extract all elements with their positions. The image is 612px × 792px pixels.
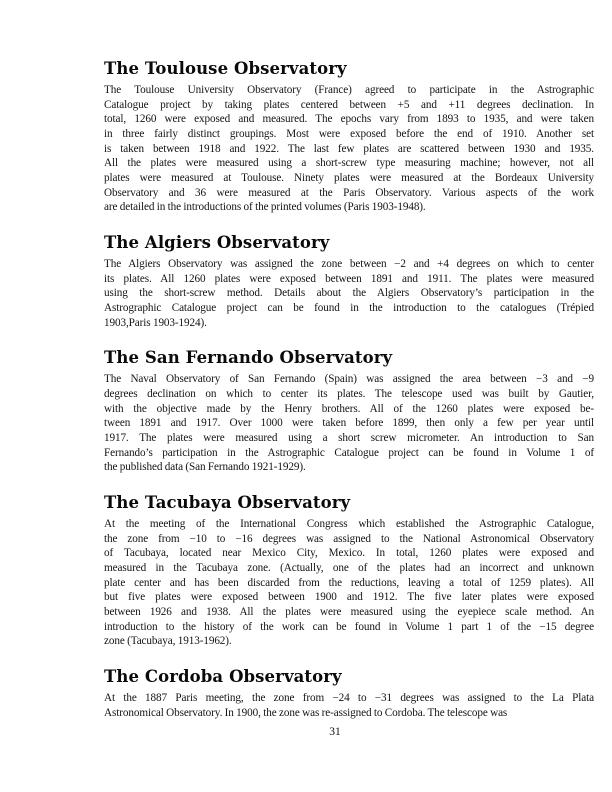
observatory-section <box>104 60 594 215</box>
text-line: The Naval Observatory of San Fernando (Spain) was assigned the area between −3 and −9 <box>104 373 594 386</box>
sections-container <box>104 60 594 721</box>
paragraph <box>104 257 594 330</box>
text-line: total, 1260 were exposed and measured. The epochs vary from 1893 to 1935, and were taken <box>104 113 594 126</box>
text-line: Astrographic Catalogue project can be found in the introduction to the catalogues (Trépied <box>104 302 594 315</box>
section-heading: The San Fernando Observatory <box>104 348 393 368</box>
text-line: plate center and has been discarded from the reductions, leaving a total of 1259 plates). All <box>104 576 594 589</box>
text-line: in three fairly distinct groupings. Most were exposed before the end of 1910. Another set <box>104 128 594 141</box>
text-line: is taken between 1918 and 1922. The last few plates are scattered between 1930 and 1935. <box>104 142 594 155</box>
text-line: degrees declination on which to center its plates. The telescope used was built by Gautier, <box>104 388 594 401</box>
text-line: 1917. The plates were measured using a short screw micrometer. An introduction to San <box>104 432 594 445</box>
text-line: zone (Tacubaya, 1913-1962). <box>104 635 232 648</box>
text-line: using the short-screw method. Details about the Algiers Observatory’s participation in the <box>104 287 594 300</box>
text-line: Observatory and 36 were measured at the Paris Observatory. Various aspects of the work <box>104 186 594 199</box>
paragraph <box>104 83 594 215</box>
paragraph <box>104 691 594 720</box>
text-line: the published data (San Fernando 1921-1929). <box>104 461 306 474</box>
text-line: measured in the Tacubaya zone. (Actually, one of the plates had an incorrect and unknown <box>104 562 594 575</box>
text-line: but five plates were exposed between 1900 and 1912. The five later plates were exposed <box>104 591 594 604</box>
page-footer <box>104 722 594 740</box>
section-heading: The Cordoba Observatory <box>104 667 342 687</box>
section-heading: The Algiers Observatory <box>104 233 330 253</box>
paragraph <box>104 372 594 475</box>
text-line: tween 1891 and 1917. Over 1000 were taken before 1899, then only a few per year until <box>104 417 594 430</box>
text-line: with the objective made by the Henry brothers. All of the 1260 plates were exposed be- <box>104 402 594 415</box>
text-line: Astronomical Observatory. In 1900, the zone was re-assigned to Cordoba. The telescope was <box>104 706 508 719</box>
text-line: Catalogue project by taking plates centered between +5 and +11 degrees declination. In <box>104 98 594 111</box>
paragraph <box>104 517 594 649</box>
text-line: plates were measured at Toulouse. Ninety plates were measured at the Bordeaux University <box>104 172 594 185</box>
text-line: 1903,Paris 1903-1924). <box>104 316 207 329</box>
text-line: its plates. All 1260 plates were exposed between 1891 and 1911. The plates were measured <box>104 272 594 285</box>
text-line: The Algiers Observatory was assigned the zone between −2 and +4 degrees on which to center <box>104 258 594 271</box>
section-heading: The Toulouse Observatory <box>104 59 347 78</box>
text-line: introduction to the history of the work can be found in Volume 1 part 1 of the −15 degree <box>104 620 594 633</box>
text-line: the zone from −10 to −16 degrees was assigned to the National Astronomical Observatory <box>104 532 594 545</box>
text-line: The Toulouse University Observatory (France) agreed to participate in the Astrographic <box>104 84 594 96</box>
text-line: of Tacubaya, located near Mexico City, Mexico. In total, 1260 plates were exposed and <box>104 547 594 560</box>
section-heading: The Tacubaya Observatory <box>104 493 351 513</box>
text-line: are detailed in the introductions of the printed volumes (Paris 1903-1948). <box>104 201 426 214</box>
observatory-section <box>104 494 594 649</box>
text-line: between 1926 and 1938. All the plates were measured using the eyepiece scale method. An <box>104 606 594 619</box>
observatory-section <box>104 349 594 475</box>
text-line: At the meeting of the International Congress which established the Astrographic Catalogue, <box>104 518 594 531</box>
text-line: At the 1887 Paris meeting, the zone from −24 to −31 degrees was assigned to the La Plata <box>104 692 594 705</box>
text-line: All the plates were measured using a short-screw type measuring machine; however, not all <box>104 157 594 170</box>
observatory-section <box>104 234 594 330</box>
observatory-section <box>104 668 594 720</box>
page-number: 31 <box>329 726 341 738</box>
text-line: Fernando’s participation in the Astrographic Catalogue project can be found in Volume 1 of <box>104 446 594 459</box>
